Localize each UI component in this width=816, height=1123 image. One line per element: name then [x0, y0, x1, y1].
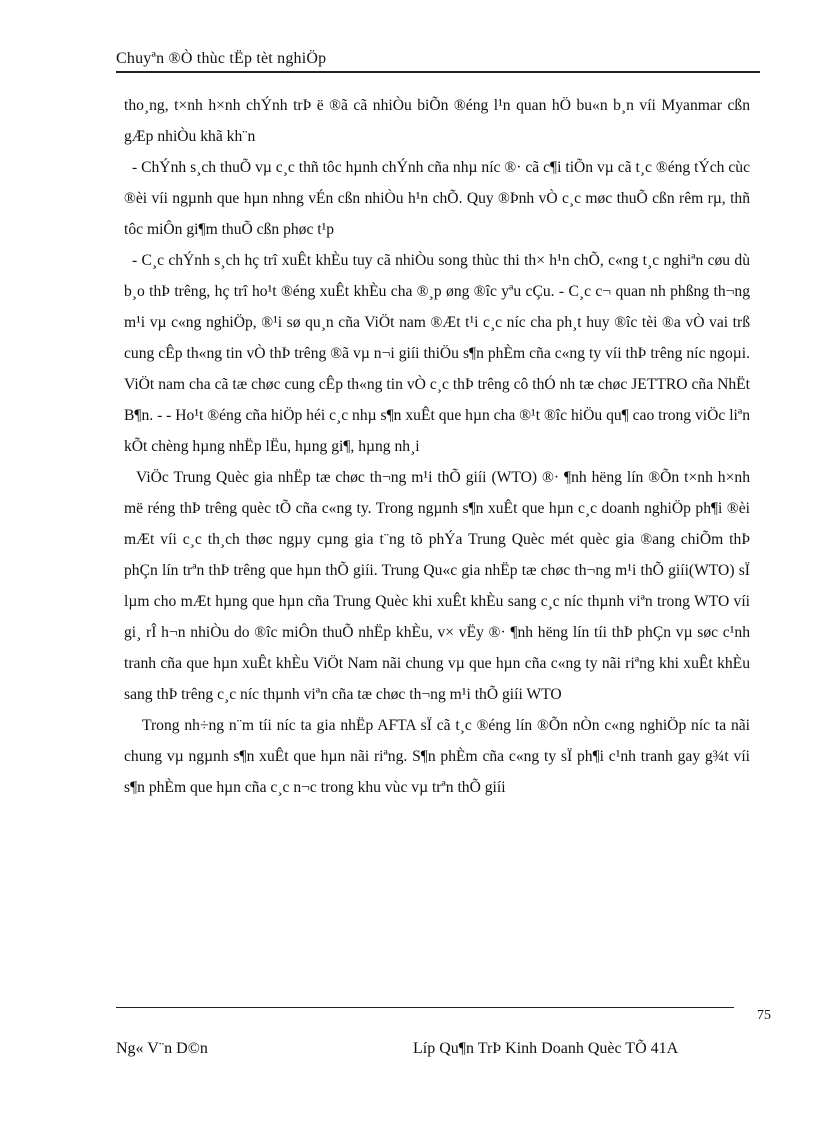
page-number: 75 [757, 1008, 771, 1023]
document-body [124, 90, 750, 803]
footer-author: Ng« V¨n D©n [116, 1040, 208, 1057]
page-header-title: Chuyªn ®Ò thùc tËp tèt nghiÖp [116, 50, 327, 67]
footer-rule [116, 1007, 734, 1008]
footer-class-name: Líp Qu¶n TrÞ Kinh Doanh Quèc TÕ 41A [413, 1040, 679, 1057]
paragraph-myanmar: thο¸ng, t×nh h×nh chÝnh trÞ ë ®ã cã nhiÒu biÕn ®éng l¹n quan hÖ bu«n b¸n víi Myanmar cßn gÆp nhiÒu khã kh¨n [124, 97, 750, 145]
paragraph-china-wto: ViÖc Trung Quèc gia nhËp tæ chøc th¬ng m¹i thÕ giíi (WTO) ®· ¶nh hëng lín ®Õn t×nh h×nh më réng thÞ trêng quèc tÕ cña c«ng ty. Trong ngµnh s¶n xuÊt que hµn c¸c doanh nghiÖp ph¶i ®èi mÆt víi c¸c th¸ch thøc ngµy cµng gia t¨ng tõ phÝa Trung Quèc mét quèc gia ®ang chiÕm thÞ phÇn lín trªn thÞ trêng que hµn thÕ giíi. Trung Qu«c gia nhËp tæ chøc th¬ng m¹i thÕ giíi(WTO) sÏ lµm cho mÆt hµng que hµn cña Trung Quèc khi xuÊt khÈu sang c¸c níc thµnh viªn trong WTO víi gi¸ rÎ h¬n nhiÒu do ®îc miÔn thuÕ nhËp khÈu, v× vËy ®· ¶nh hëng lín tíi thÞ phÇn vµ søc c¹nh tranh cña que hµn xuÊt khÈu ViÖt Nam nãi chung vµ que hµn cña c«ng ty nãi riªng khi xuÊt khÈu sang thÞ trêng c¸c níc thµnh viªn cña tæ chøc th¬ng m¹i thÕ giíi WTO [124, 469, 750, 703]
header-rule [116, 71, 760, 73]
paragraph-export-support: - C¸c chÝnh s¸ch hç trî xuÊt khÈu tuy cã nhiÒu song thùc thi th× h¹n chÕ, c«ng t¸c nghiªn cøu dù b¸o thÞ trêng, hç trî ho¹t ®éng xuÊt khÈu cha ®¸p øng ®îc yªu cÇu. - C¸c c¬ quan nh phßng th¬ng m¹i vµ c«ng nghiÖp, ®¹i sø qu¸n cña ViÖt nam ®Æt t¹i c¸c níc cha ph¸t huy ®îc tèi ®a vÒ vai trß cung cÊp th«ng tin vÒ thÞ trêng ®ã vµ n¬i giíi thiÖu s¶n phÈm cña c«ng ty víi thÞ trêng níc ngoµi. ViÖt nam cha cã tæ chøc cung cÊp th«ng tin vÒ c¸c thÞ trêng cô thÓ nh tæ chøc JETTRO cña NhËt B¶n. - - Ho¹t ®éng cña hiÖp héi c¸c nhµ s¶n xuÊt que hµn cha ®¹t ®îc hiÖu qu¶ cao trong viÖc liªn kÕt chèng hµng nhËp lËu, hµng gi¶, hµng nh¸i [124, 252, 750, 455]
paragraph-tax-policy: - ChÝnh s¸ch thuÕ vµ c¸c thñ tôc hµnh chÝnh cña nhµ níc ®· cã c¶i tiÕn vµ cã t¸c ®éng tÝch cùc ®èi víi ngµnh que hµn nhng vÉn cßn nhiÒu h¹n chÕ. Quy ®Þnh vÒ c¸c møc thuÕ cßn rêm rµ, thñ tôc miÔn gi¶m thuÕ cßn phøc t¹p [124, 159, 750, 238]
paragraph-afta: Trong nh÷ng n¨m tíi níc ta gia nhËp AFTA sÏ cã t¸c ®éng lín ®Õn nÒn c«ng nghiÖp níc ta nãi chung vµ ngµnh s¶n xuÊt que hµn nãi riªng. S¶n phÈm cña c«ng ty sÏ ph¶i c¹nh tranh gay g¾t víi s¶n phÈm que hµn cña c¸c n¬c trong khu vùc vµ trªn thÕ giíi [124, 717, 750, 796]
